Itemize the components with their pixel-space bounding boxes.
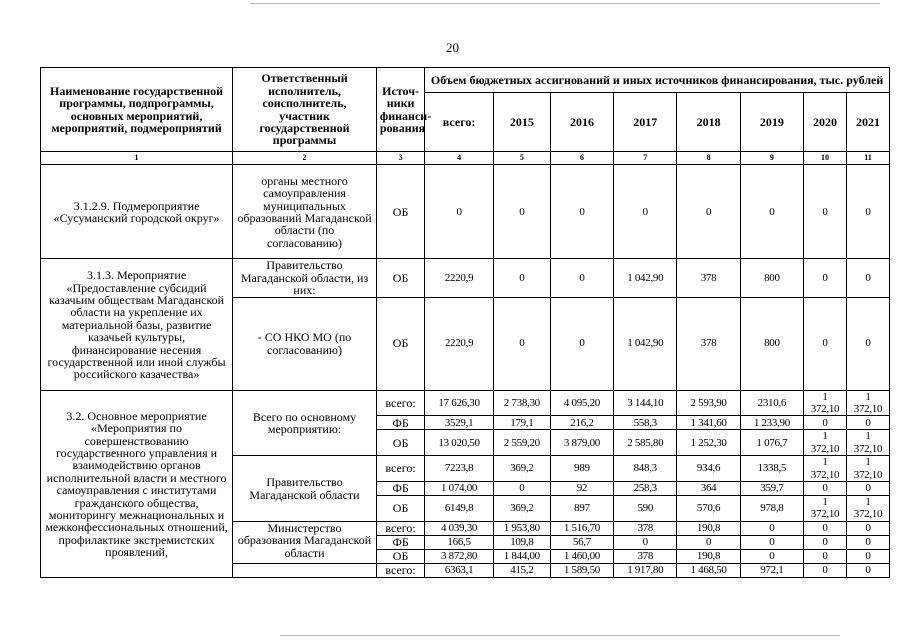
row-source: ОБ (376, 297, 424, 390)
value-cell: 13 020,50 (425, 430, 494, 456)
table-row (41, 259, 890, 297)
header-year: 2018 (677, 93, 740, 152)
row-responsible: Всего по основному мероприятию: (233, 390, 377, 456)
value-cell: 190,8 (677, 549, 740, 563)
value-cell: 179,1 (493, 416, 550, 430)
value-cell: 590 (614, 496, 677, 522)
value-cell: 1 516,70 (550, 521, 613, 535)
value-cell: 258,3 (614, 482, 677, 496)
value-cell: 0 (614, 535, 677, 549)
header-responsible: Ответственный исполнитель, соисполнитель, участник государственной программы (233, 68, 377, 152)
value-cell: 0 (846, 259, 889, 297)
column-number: 10 (804, 152, 847, 165)
value-cell: 2 559,20 (493, 430, 550, 456)
value-cell: 0 (740, 549, 803, 563)
scan-artifact-line (280, 635, 840, 636)
row-source: всего: (376, 521, 424, 535)
row-responsible: органы местного самоуправления муниципальных образований Магаданской области (по согласованию) (233, 165, 377, 259)
value-cell: 1 074,00 (425, 482, 494, 496)
value-cell: 0 (740, 521, 803, 535)
row-source: ОБ (376, 259, 424, 297)
value-cell: 1 372,10 (804, 456, 847, 482)
value-cell: 0 (804, 549, 847, 563)
header-year: 2020 (804, 93, 847, 152)
value-cell: 0 (846, 297, 889, 390)
value-cell: 0 (846, 482, 889, 496)
value-cell: 2220,9 (425, 297, 494, 390)
value-cell: 0 (614, 165, 677, 259)
header-source: Источ-ники финанси-рования (376, 68, 424, 152)
value-cell: 848,3 (614, 456, 677, 482)
value-cell: 972,1 (740, 563, 803, 577)
value-cell: 0 (804, 416, 847, 430)
column-number: 5 (493, 152, 550, 165)
value-cell: 190,8 (677, 521, 740, 535)
value-cell: 0 (804, 535, 847, 549)
value-cell: 2310,6 (740, 390, 803, 416)
column-number: 11 (846, 152, 889, 165)
value-cell: 1 589,50 (550, 563, 613, 577)
value-cell: 1 252,30 (677, 430, 740, 456)
budget-table (40, 67, 890, 578)
row-source: ОБ (376, 165, 424, 259)
value-cell: 800 (740, 297, 803, 390)
column-number: 8 (677, 152, 740, 165)
value-cell: 3529,1 (425, 416, 494, 430)
value-cell: 0 (550, 297, 613, 390)
value-cell: 0 (740, 535, 803, 549)
column-number: 3 (376, 152, 424, 165)
value-cell: 2 585,80 (614, 430, 677, 456)
row-responsible: Министерство образования Магаданской области (233, 521, 377, 563)
value-cell: 378 (614, 549, 677, 563)
table-row (41, 165, 890, 259)
value-cell: 17 626,30 (425, 390, 494, 416)
value-cell: 0 (804, 563, 847, 577)
value-cell: 0 (493, 482, 550, 496)
row-responsible: Правительство Магаданской области (233, 456, 377, 522)
value-cell: 989 (550, 456, 613, 482)
value-cell: 1 372,10 (846, 496, 889, 522)
value-cell: 0 (493, 259, 550, 297)
value-cell: 0 (804, 259, 847, 297)
value-cell: 6149,8 (425, 496, 494, 522)
value-cell: 800 (740, 259, 803, 297)
value-cell: 1 372,10 (804, 496, 847, 522)
row-source: ОБ (376, 549, 424, 563)
value-cell: 3 872,80 (425, 549, 494, 563)
value-cell: 109,8 (493, 535, 550, 549)
value-cell: 1 076,7 (740, 430, 803, 456)
value-cell: 0 (493, 165, 550, 259)
row-source: ФБ (376, 535, 424, 549)
column-number: 9 (740, 152, 803, 165)
value-cell: 1 372,10 (804, 390, 847, 416)
page-number: 20 (446, 40, 459, 55)
value-cell: 3 879,00 (550, 430, 613, 456)
value-cell: 1 341,60 (677, 416, 740, 430)
value-cell: 0 (804, 297, 847, 390)
value-cell: 1 372,10 (846, 390, 889, 416)
header-row (41, 68, 890, 93)
value-cell: 378 (677, 259, 740, 297)
row-source: ФБ (376, 416, 424, 430)
value-cell: 1 460,00 (550, 549, 613, 563)
value-cell: 1338,5 (740, 456, 803, 482)
value-cell: 0 (740, 165, 803, 259)
value-cell: 0 (846, 165, 889, 259)
value-cell: 897 (550, 496, 613, 522)
column-number: 1 (41, 152, 233, 165)
value-cell: 0 (804, 521, 847, 535)
value-cell: 2220,9 (425, 259, 494, 297)
header-year: 2017 (614, 93, 677, 152)
row-responsible: Правительство Магаданской области, из них: (233, 259, 377, 297)
header-total: всего: (425, 93, 494, 152)
value-cell: 1 844,00 (493, 549, 550, 563)
row-source: ОБ (376, 430, 424, 456)
value-cell: 2 738,30 (493, 390, 550, 416)
value-cell: 378 (677, 297, 740, 390)
value-cell: 369,2 (493, 456, 550, 482)
column-number-row (41, 152, 890, 165)
value-cell: 2 593,90 (677, 390, 740, 416)
value-cell: 934,6 (677, 456, 740, 482)
value-cell: 4 095,20 (550, 390, 613, 416)
value-cell: 0 (804, 482, 847, 496)
row-responsible (233, 563, 377, 577)
value-cell: 1 372,10 (846, 456, 889, 482)
value-cell: 4 039,30 (425, 521, 494, 535)
value-cell: 415,2 (493, 563, 550, 577)
column-number: 6 (550, 152, 613, 165)
value-cell: 6363,1 (425, 563, 494, 577)
row-source: ОБ (376, 496, 424, 522)
column-number: 2 (233, 152, 377, 165)
value-cell: 166,5 (425, 535, 494, 549)
value-cell: 359,7 (740, 482, 803, 496)
header-volume: Объем бюджетных ассигнований и иных источников финансирования, тыс. рублей (425, 68, 890, 93)
value-cell: 978,8 (740, 496, 803, 522)
value-cell: 0 (550, 259, 613, 297)
header-name: Наименование государственной программы, подпрограммы, основных мероприятий, мероприятий, подмероприятий (41, 68, 233, 152)
value-cell: 0 (677, 165, 740, 259)
value-cell: 1 042,90 (614, 297, 677, 390)
header-year: 2021 (846, 93, 889, 152)
value-cell: 1 468,50 (677, 563, 740, 577)
value-cell: 558,3 (614, 416, 677, 430)
value-cell: 1 042,90 (614, 259, 677, 297)
value-cell: 3 144,10 (614, 390, 677, 416)
scan-artifact-line (250, 3, 880, 4)
value-cell: 1 233,90 (740, 416, 803, 430)
column-number: 7 (614, 152, 677, 165)
value-cell: 0 (846, 521, 889, 535)
value-cell: 0 (493, 297, 550, 390)
value-cell: 378 (614, 521, 677, 535)
header-year: 2019 (740, 93, 803, 152)
value-cell: 0 (425, 165, 494, 259)
value-cell: 0 (846, 563, 889, 577)
row-source: всего: (376, 390, 424, 416)
value-cell: 1 953,80 (493, 521, 550, 535)
value-cell: 1 372,10 (804, 430, 847, 456)
row-source: ФБ (376, 482, 424, 496)
table-row (41, 390, 890, 416)
value-cell: 0 (846, 535, 889, 549)
column-number: 4 (425, 152, 494, 165)
header-year: 2016 (550, 93, 613, 152)
value-cell: 0 (677, 535, 740, 549)
value-cell: 0 (846, 549, 889, 563)
value-cell: 1 917,80 (614, 563, 677, 577)
header-year: 2015 (493, 93, 550, 152)
row-source: всего: (376, 563, 424, 577)
value-cell: 92 (550, 482, 613, 496)
value-cell: 570,6 (677, 496, 740, 522)
value-cell: 7223,8 (425, 456, 494, 482)
value-cell: 369,2 (493, 496, 550, 522)
value-cell: 0 (846, 416, 889, 430)
value-cell: 364 (677, 482, 740, 496)
value-cell: 0 (550, 165, 613, 259)
row-source: всего: (376, 456, 424, 482)
value-cell: 0 (804, 165, 847, 259)
row-name: 3.2. Основное мероприятие «Мероприятия по совершенствованию государственного управления и взаимодействию органов исполнительной власти и местного самоуправления с институтами гражданского общества, мониторингу межнациональных и межконфессиональных отношений, профилактике экстремистских проявлений, (41, 390, 233, 577)
row-responsible: - СО НКО МО (по согласованию) (233, 297, 377, 390)
value-cell: 216,2 (550, 416, 613, 430)
row-name: 3.1.3. Мероприятие «Предоставление субсидий казачьим обществам Магаданской области на укрепление их материальной базы, развитие казачьей культуры, финансирование несения государственной или иной службы российского казачества» (41, 259, 233, 390)
value-cell: 56,7 (550, 535, 613, 549)
value-cell: 1 372,10 (846, 430, 889, 456)
row-name: 3.1.2.9. Подмероприятие «Сусуманский городской округ» (41, 165, 233, 259)
